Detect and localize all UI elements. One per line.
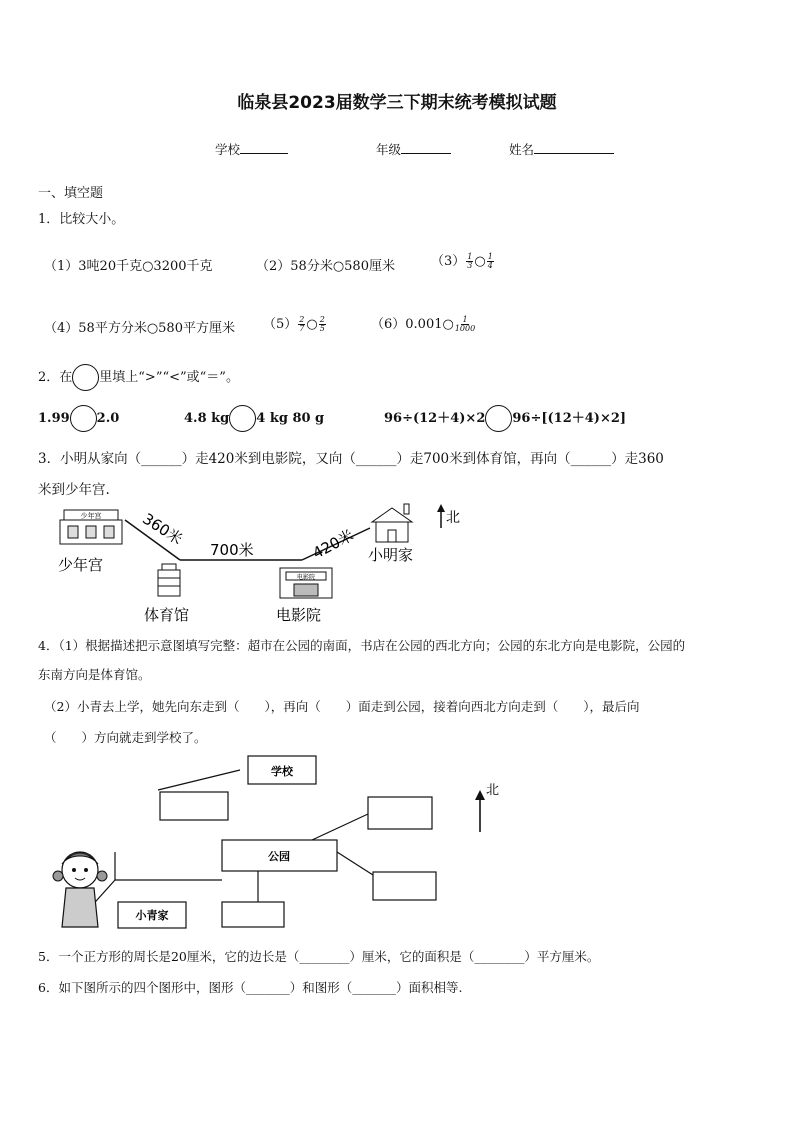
answer-circle[interactable] — [70, 405, 97, 432]
school-blank — [240, 141, 288, 154]
stadium-label: 体育馆 — [144, 606, 190, 624]
q2-item-2: 4.8 kg 4 kg 80 g — [184, 405, 324, 432]
fraction: $\frac{1}{3}$ — [467, 252, 473, 270]
cinema-label: 电影院 — [276, 606, 322, 624]
blank-box[interactable] — [222, 902, 284, 927]
q1-item-5 — [263, 313, 327, 333]
north-arrow-icon — [475, 790, 485, 832]
cinema-building — [280, 568, 332, 598]
answer-circle[interactable] — [485, 405, 512, 432]
q4-line-2: 东南方向是体育馆。 — [38, 667, 151, 682]
q3-line-1: 3．小明从家向（______）走420米到电影院，又向（______）走700米到体育馆，再向（______）走360 — [38, 451, 664, 467]
section-heading: 一、填空题 — [38, 186, 104, 201]
fraction: $\frac{1}{4}$ — [487, 252, 493, 270]
name-label: 姓名 — [509, 142, 535, 157]
q1-item-1: （1）3吨20千克○3200千克 — [44, 259, 213, 274]
park-diagram — [50, 752, 510, 932]
q6-text: 6．如下图所示的四个图形中，图形（_______）和图形（_______）面积相等. — [38, 980, 463, 995]
school-box-label: 学校 — [271, 765, 293, 778]
fraction: $\frac{2}{7}$ — [299, 315, 305, 333]
compare-circle-symbol: ○ — [306, 317, 318, 332]
fraction: $\frac{1}{1000}$ — [454, 315, 476, 333]
distance-label: 420米 — [309, 526, 357, 563]
school-label: 学校 — [215, 142, 241, 157]
q1-item-5-prefix: （5） — [263, 317, 298, 332]
q4-line-1: 4．（1）根据描述把示意图填写完整：超市在公园的南面，书店在公园的西北方向；公园的东北方向是电影院，公园的 — [38, 638, 686, 653]
route-map — [40, 498, 480, 630]
name-field — [509, 140, 614, 158]
q2-stem: 2．在 里填上“>”“<”或“＝”。 — [38, 364, 239, 391]
answer-circle[interactable] — [72, 364, 99, 391]
distance-label: 360米 — [139, 509, 186, 549]
stadium-building — [158, 564, 180, 596]
compare-circle-symbol: ○ — [474, 254, 486, 269]
fraction: $\frac{2}{5}$ — [319, 315, 325, 333]
q3-line-2: 米到少年宫. — [38, 482, 110, 498]
q1-item-4: （4）58平方分米○580平方厘米 — [44, 321, 235, 336]
q1-item-6 — [371, 313, 476, 333]
page-title: 临泉县2023届数学三下期末统考模拟试题 — [237, 93, 557, 113]
grade-label: 年级 — [376, 142, 402, 157]
q4-line-3: （2）小青去上学，她先向东走到（ ），再向（ ）面走到公园，接着向西北方向走到（ ），最后向 — [44, 699, 640, 714]
q5-text: 5．一个正方形的周长是20厘米，它的边长是（________）厘米，它的面积是（________）平方厘米。 — [38, 949, 600, 964]
youth-palace-building — [60, 510, 122, 544]
q1-item-3 — [431, 250, 495, 270]
q4-line-4: （ ）方向就走到学校了。 — [44, 730, 207, 745]
q2-item-3: 96÷(12＋4)×2 96÷[(12＋4)×2] — [384, 405, 626, 432]
home-box-label: 小青家 — [135, 909, 169, 922]
school-field — [215, 140, 288, 158]
q1-item-6-prefix: （6）0.001○ — [371, 317, 454, 332]
name-blank — [534, 141, 614, 154]
home-building — [372, 504, 412, 542]
north-label: 北 — [446, 510, 460, 526]
blank-box[interactable] — [368, 797, 432, 829]
blank-box[interactable] — [373, 872, 436, 900]
park-box-label: 公园 — [268, 850, 290, 863]
north-label: 北 — [486, 783, 500, 798]
q1-stem: 1．比较大小。 — [38, 212, 125, 227]
q1-item-2: （2）58分米○580厘米 — [256, 259, 395, 274]
q1-item-3-prefix: （3） — [431, 254, 466, 269]
youth-palace-label: 少年宫 — [58, 556, 104, 574]
answer-circle[interactable] — [229, 405, 256, 432]
blank-box[interactable] — [160, 792, 228, 820]
grade-field — [376, 140, 451, 158]
home-label: 小明家 — [368, 546, 414, 564]
q2-item-1: 1.99 2.0 — [38, 405, 119, 432]
girl-illustration-icon — [53, 852, 107, 927]
svg-text:电影院: 电影院 — [296, 574, 316, 581]
svg-text:少年宫: 少年宫 — [80, 512, 102, 520]
distance-label: 700米 — [210, 541, 254, 559]
grade-blank — [401, 141, 451, 154]
north-arrow-icon — [437, 504, 445, 528]
